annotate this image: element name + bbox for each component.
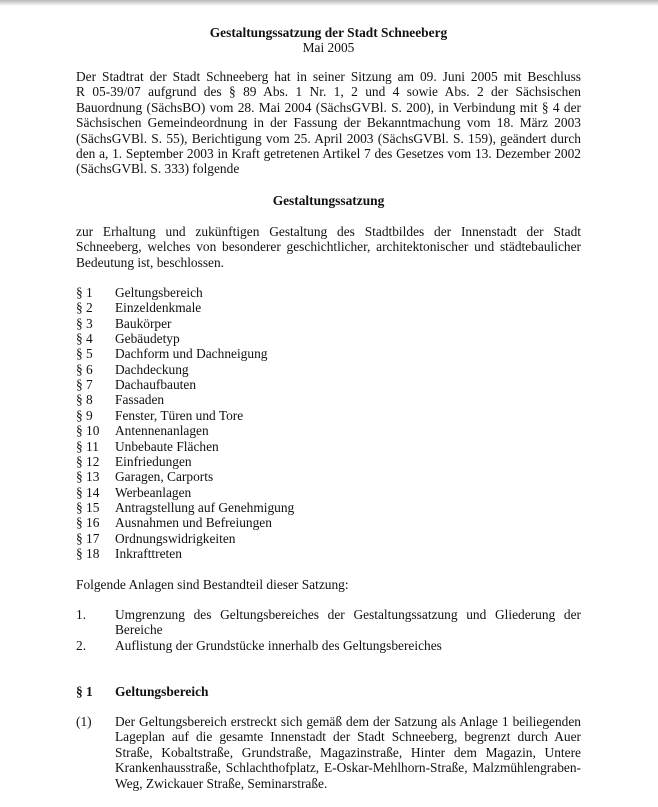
toc-title: Ordnungswidrigkeiten (115, 530, 236, 546)
toc-title: Antragstellung auf Genehmigung (115, 499, 295, 515)
toc-title: Garagen, Carports (115, 469, 214, 485)
toc-number: § 12 (76, 453, 100, 469)
purpose-line: Bedeutung ist, beschlossen. (76, 254, 225, 270)
preamble-line: (SächsGVBl. S. 55), Berichtigung vom 25. April 2003 (SächsGVBl. S. 159), geändert durch (76, 130, 581, 146)
preamble-line: (SächsGVBl. S. 333) folgende (76, 161, 240, 177)
preamble-line: den a, 1. September 2003 in Kraft getretenen Artikel 7 des Gesetzes vom 13. Dezember 2002 (76, 146, 581, 162)
toc-title: Baukörper (115, 315, 172, 331)
toc-number: § 13 (76, 469, 100, 485)
paragraph-line: Weg, Zwickauer Straße, Seminarstraße. (115, 775, 328, 791)
toc-number: § 14 (76, 484, 100, 500)
annex-intro: Folgende Anlagen sind Bestandteil dieser Satzung: (76, 577, 349, 592)
purpose-line: Schneeberg, welches von besonderer geschichtlicher, architektonischer und städtebaulicher (76, 239, 581, 255)
toc-number: § 10 (76, 423, 100, 439)
toc-number: § 4 (76, 331, 93, 347)
purpose-line: zur Erhaltung und zukünftigen Gestaltung des Stadtbildes der Innenstadt der Stadt (76, 224, 581, 239)
preamble-line: R 05-39/07 aufgrund des § 89 Abs. 1 Nr. 1, 2 und 4 sowie Abs. 2 der Sächsischen (76, 84, 581, 100)
section-paragraph (76, 714, 581, 794)
toc-number: § 1 (76, 285, 93, 300)
annex-number: 1. (76, 607, 87, 622)
preamble-line: Sächsischen Gemeindeordnung in der Fassung der Bekanntmachung vom 18. März 2003 (76, 115, 581, 131)
section-heading (76, 684, 581, 700)
toc-number: § 5 (76, 346, 93, 362)
toc-number: § 8 (76, 392, 93, 408)
annex-text-line: Auflistung der Grundstücke innerhalb des Geltungsbereiches (115, 638, 442, 653)
section-number: § 1 (76, 684, 93, 699)
section-title: Geltungsbereich (115, 684, 209, 699)
toc-title: Dachdeckung (115, 361, 189, 377)
toc-title: Gebäudetyp (115, 331, 180, 347)
paragraph-line: Der Geltungsbereich erstreckt sich gemäß dem der Satzung als Anlage 1 beiliegenden (115, 714, 581, 729)
toc-title: Unbebaute Flächen (115, 438, 219, 454)
toc-title: Ausnahmen und Befreiungen (115, 515, 272, 531)
toc-title: Inkrafttreten (115, 545, 182, 561)
paragraph-line: Lageplan auf die gesamte Innenstadt der Stadt Schneeberg, begrenzt durch Auer (115, 729, 581, 745)
toc-number: § 11 (76, 438, 99, 454)
viewer-top-shadow (0, 0, 658, 6)
toc-title: Werbeanlagen (115, 484, 192, 500)
paragraph-line: Straße, Kobaltstraße, Grundstraße, Magazinstraße, Hinter dem Magazin, Untere (115, 744, 581, 760)
toc-number: § 7 (76, 377, 93, 393)
preamble-paragraph (76, 69, 581, 177)
toc-number: § 18 (76, 545, 100, 561)
preamble-line: Der Stadtrat der Stadt Schneeberg hat in seiner Sitzung am 09. Juni 2005 mit Beschluss (76, 69, 581, 84)
annex-text-line: Bereiche (115, 622, 163, 638)
toc-number: § 16 (76, 515, 100, 531)
toc-title: Einfriedungen (115, 453, 192, 469)
toc-number: § 9 (76, 407, 93, 423)
document-date: Mai 2005 (302, 40, 355, 55)
annex-item (76, 607, 581, 639)
annex-text-line: Umgrenzung des Geltungsbereiches der Gestaltungssatzung und Gliederung der (115, 607, 581, 622)
toc-title: Antennenanlagen (115, 423, 209, 439)
toc-title: Dachform und Dachneigung (115, 346, 268, 362)
toc-title: Geltungsbereich (115, 285, 203, 300)
toc-number: § 3 (76, 315, 93, 331)
toc-number: § 6 (76, 361, 93, 377)
toc-title: Fenster, Türen und Tore (115, 407, 244, 423)
toc-number: § 2 (76, 300, 93, 316)
paragraph-line: Krankenhausstraße, Schlachthofplatz, E-Oskar-Mehlhorn-Straße, Malzmühlengraben- (115, 760, 581, 776)
annex-item (76, 638, 581, 654)
paragraph-number: (1) (76, 714, 92, 729)
toc-number: § 15 (76, 499, 100, 515)
toc-title: Fassaden (115, 392, 165, 408)
document-title: Gestaltungssatzung der Stadt Schneeberg (209, 25, 448, 40)
section-subtitle: Gestaltungssatzung (272, 193, 385, 208)
toc-title: Dachaufbauten (115, 377, 197, 393)
annex-number: 2. (76, 638, 87, 653)
purpose-paragraph (76, 224, 581, 270)
preamble-line: Bauordnung (SächsBO) vom 28. Mai 2004 (SächsGVBl. S. 200), in Verbindung mit § 4 der (76, 99, 581, 115)
toc-number: § 17 (76, 530, 100, 546)
toc-title: Einzeldenkmale (115, 300, 202, 316)
